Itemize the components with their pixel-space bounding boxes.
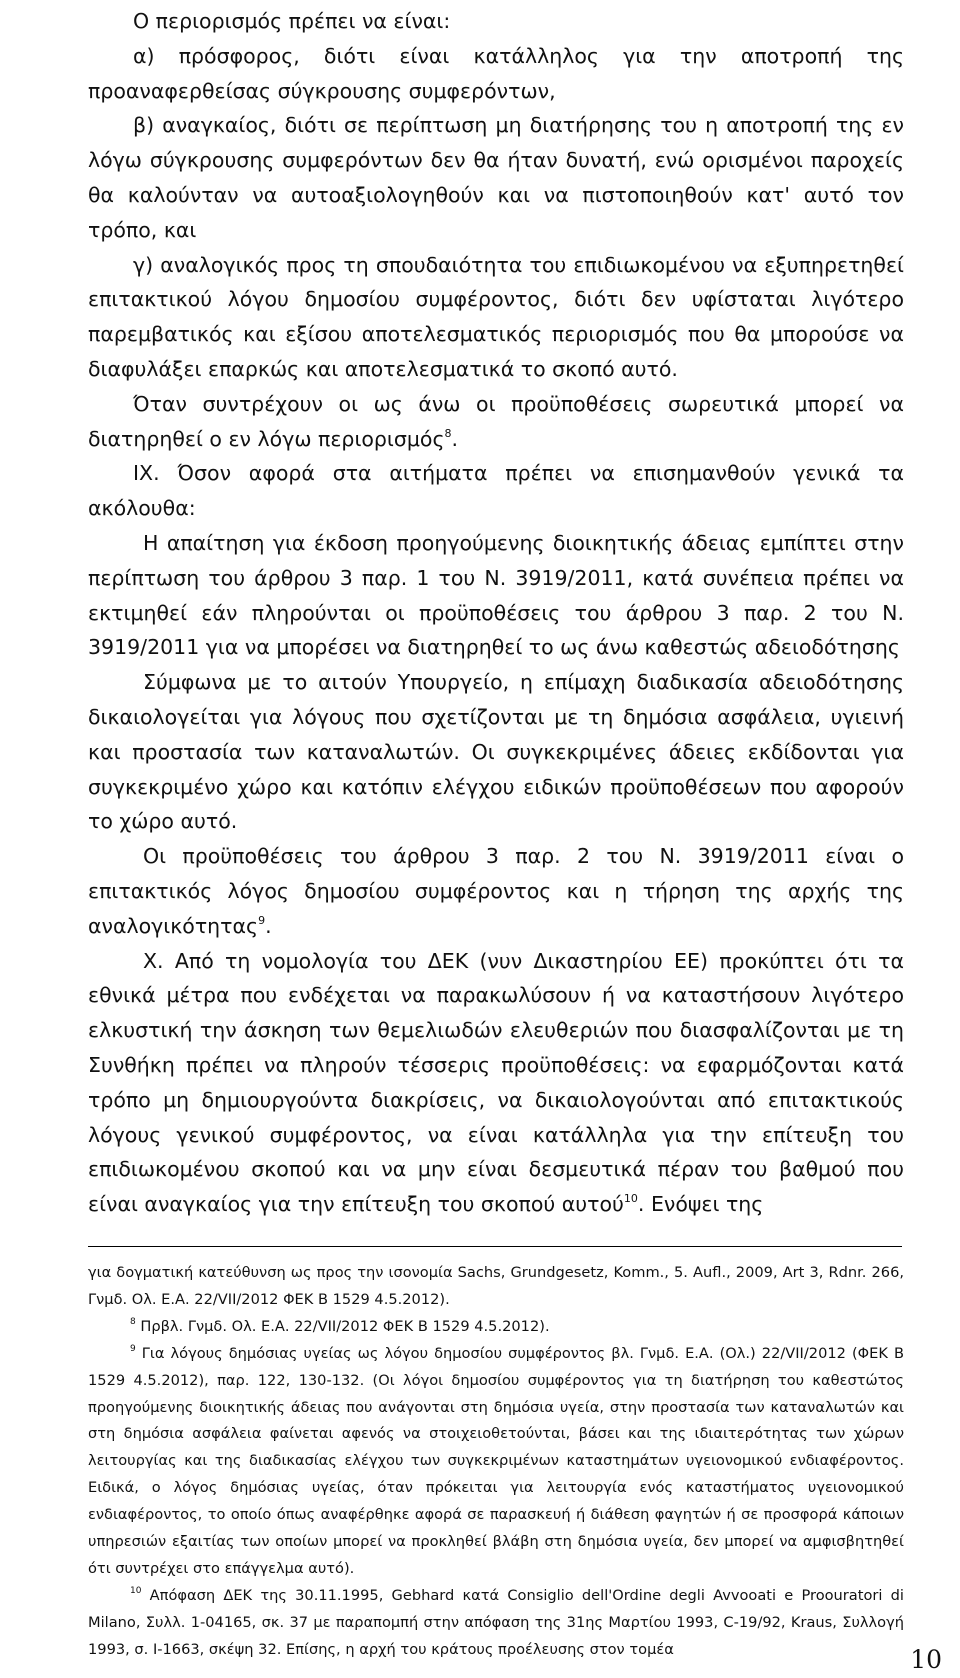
paragraph-item-a: α) πρόσφορος, διότι είναι κατάλληλος για την αποτροπή της προαναφερθείσας σύγκρουσης συμφερόντων, xyxy=(88,43,904,103)
footnote-9 xyxy=(88,1341,904,1583)
paragraph-item-c: γ) αναλογικός προς τη σπουδαιότητα του επιδιωκομένου να εξυπηρετηθεί επιτακτικού λόγου δημοσίου συμφέροντος, διότι δεν υφίσταται λιγότερο παρεμβατικός και εξίσου αποτελεσματικός περιορισμός που θα μπορούσε να διαφυλάξει επαρκώς και αποτελεσματικά το σκοπό αυτό. xyxy=(88,252,904,381)
paragraph-conditions-end: . xyxy=(265,913,272,938)
footnote-separator xyxy=(88,1246,902,1247)
paragraph-section-x-text: Χ. Από τη νομολογία του ΔΕΚ (νυν Δικαστηρίου ΕΕ) προκύπτει ότι τα εθνικά μέτρα που ενδέχεται να παρακωλύσουν ή να καταστήσουν λιγότερο ελκυστική την άσκηση των θεμελιωδών ελευθεριών που διασφαλίζονται με τη Συνθήκη πρέπει να πληρούν τέσσερις προϋποθέσεις: να εφαρμόζονται κατά τρόπο μη δημιουργούντα διακρίσεις, να δικαιολογούνται από επιτακτικούς λόγους γενικού συμφέροντος, να είναι κατάλληλα για την επίτευξη του επιδιωκομένου σκοπού και να μην είναι δεσμευτικά πέραν του βαθμού που είναι αναγκαίος για την επίτευξη του σκοπού αυτού xyxy=(88,948,904,1217)
footnote-9-mark: 9 xyxy=(130,1343,136,1354)
paragraph-intro: Ο περιορισμός πρέπει να είναι: xyxy=(133,9,451,33)
main-text xyxy=(88,4,904,1222)
paragraph-conditions xyxy=(88,839,904,943)
footnote-10-text: Απόφαση ΔΕΚ της 30.11.1995, Gebhard κατά Consiglio dell'Ordine degli Avvooati e Proouratori di Milano, Συλλ. 1-04165, σκ. 37 με παραπομπή στην απόφαση της 31ης Μαρτίου 1993, C-19/92, Kraus, Συλλογή 1993, σ. I-1663, σκέψη 32. Επίσης, η αρχή του κράτους προέλευσης στον τομέα xyxy=(88,1586,904,1658)
paragraph-conditions-text: Οι προϋποθέσεις του άρθρου 3 παρ. 2 του Ν. 3919/2011 είναι ο επιτακτικός λόγος δημοσίου συμφέροντος και η τήρηση της αρχής της αναλογικότητας xyxy=(88,844,904,938)
page-number: 10 xyxy=(910,1645,942,1674)
paragraph-license-requirement: Η απαίτηση για έκδοση προηγούμενης διοικητικής άδειας εμπίπτει στην περίπτωση του άρθρου 3 παρ. 1 του Ν. 3919/2011, κατά συνέπεια πρέπει να εκτιμηθεί εάν πληρούνται οι προϋποθέσεις του άρθρου 3 παρ. 2 του Ν. 3919/2011 για να μπορέσει να διατηρηθεί το ως άνω καθεστώς αδειοδότησης xyxy=(88,530,904,660)
footnote-10-mark: 10 xyxy=(130,1585,142,1596)
paragraph-conclusion-text: Όταν συντρέχουν οι ως άνω οι προϋποθέσεις σωρευτικά μπορεί να διατηρηθεί ο εν λόγω περιορισμός xyxy=(88,391,904,451)
paragraph-conclusion xyxy=(88,387,904,457)
paragraph-ministry-position: Σύμφωνα με το αιτούν Υπουργείο, η επίμαχη διαδικασία αδειοδότησης δικαιολογείται για λόγους που σχετίζονται με τη δημόσια ασφάλεια, υγιεινή και προστασία των καταναλωτών. Οι συγκεκριμένες άδειες εκδίδονται για συγκεκριμένο χώρο και κατόπιν ελέγχου ειδικών προϋποθέσεων που αφορούν το χώρο αυτό. xyxy=(88,670,904,834)
footnote-8-text: Πρβλ. Γνμδ. Ολ. Ε.Α. 22/VII/2012 ΦΕΚ Β 1529 4.5.2012). xyxy=(140,1317,550,1335)
paragraph-section-x-end: . Ενόψει της xyxy=(637,1192,764,1217)
paragraph-section-ix: IX. Όσον αφορά στα αιτήματα πρέπει να επισημανθούν γενικά τα ακόλουθα: xyxy=(88,461,904,521)
footnote-9-text: Για λόγους δημόσιας υγείας ως λόγου δημοσίου συμφέροντος βλ. Γνμδ. Ε.Α. (Ολ.) 22/VII/2012 (ΦΕΚ Β 1529 4.5.2012), παρ. 122, 130-132. (Οι λόγοι δημοσίου συμφέροντος για τη διατήρηση του καθεστώτος προηγούμενης διοικητικής άδειας που ανάγονται στη δημόσια υγεία, στην προστασία των καταναλωτών και στη δημόσια ασφάλεια φαίνεται αφενός να στοιχειοθετούνται, βάσει και της ιδιαιτερότητας των χώρων λειτουργίας και της διαδικασίας ελέγχου των συγκεκριμένων καταστημάτων υγειονομικού ενδιαφέροντος. Ειδικά, ο λόγος δημόσιας υγείας, όταν πρόκειται για λειτουργία ενός καταστήματος υγειονομικού ενδιαφέροντος, το οποίο όπως αναφέρθηκε αφορά σε παρασκευή ή διάθεση φαγητών ή σε προσφορά κάποιων υπηρεσιών εξαιτίας των οποίων μπορεί να προκληθεί βλάβη στη δημόσια υγεία, δεν μπορεί να αμφισβητηθεί ότι συντρέχει στο επάγγελμα αυτό). xyxy=(88,1344,904,1577)
paragraph-item-b: β) αναγκαίος, διότι σε περίπτωση μη διατήρησης του η αποτροπή της εν λόγω σύγκρουσης συμφερόντων δεν θα ήταν δυνατή, ενώ ορισμένοι παροχείς θα καλούνταν να αυτοαξιολογηθούν και να πιστοποιηθούν κατ' αυτό τον τρόπο, και xyxy=(88,113,904,242)
footnote-10 xyxy=(88,1583,904,1664)
footnote-8-mark: 8 xyxy=(130,1316,136,1327)
footnote-ref-9[interactable]: 9 xyxy=(258,913,266,927)
footnote-ref-10[interactable]: 10 xyxy=(623,1192,638,1206)
footnote-continuation: για δογματική κατεύθυνση ως προς την ισονομία Sachs, Grundgesetz, Komm., 5. Aufl., 2009, Art 3, Rdnr. 266, Γνμδ. Ολ. Ε.Α. 22/VII/2012 ΦΕΚ Β 1529 4.5.2012). xyxy=(88,1264,904,1308)
paragraph-conclusion-end: . xyxy=(451,426,459,451)
footnotes xyxy=(88,1260,904,1664)
footnote-ref-8[interactable]: 8 xyxy=(444,426,452,440)
footnote-8 xyxy=(88,1314,904,1341)
paragraph-section-x xyxy=(88,944,904,1222)
